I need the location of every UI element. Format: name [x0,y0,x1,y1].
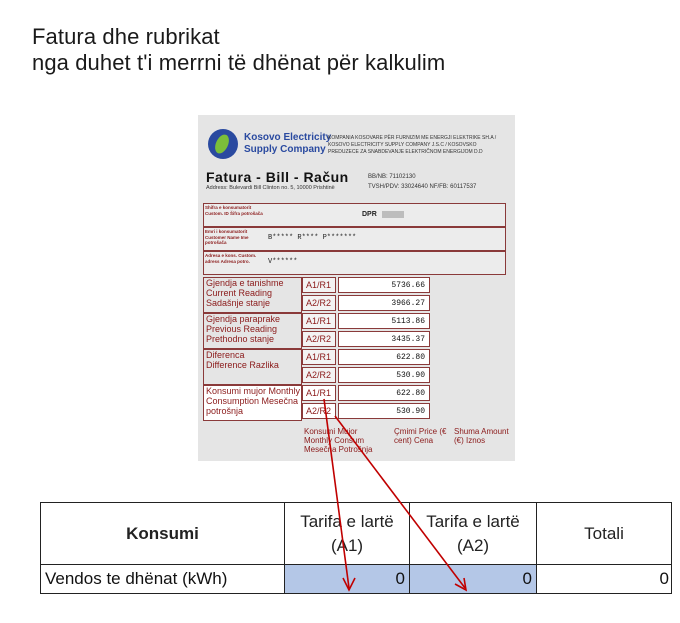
bill-bbnb: BB/NB: 71102130 [368,174,416,180]
customer-address-row: Adresa e kons. Custom. adress Adresa potro. V****** [203,251,506,275]
reading-value: 3435.37 [338,331,430,347]
reading-value: 622.80 [338,385,430,401]
reading-value: 622.80 [338,349,430,365]
reading-code: A1/R1 [302,277,336,293]
customer-id-row: Shifra e konsumatorit Custom. ID Šifra potrošača DPR [203,203,506,227]
reading-code: A2/R2 [302,331,336,347]
customer-name-row: Emri i konsumatorit Customer Name Ime potrošača B***** R**** P******* [203,227,506,251]
header-tarifa-a1: Tarifa e lartë (A1) [285,503,410,565]
reading-value: 5113.86 [338,313,430,329]
header-totali: Totali [537,503,672,565]
reading-group-label: Gjendja paraprake Previous Reading Prethodno stanje [206,314,281,344]
reading-group-label: Diferenca Difference Razlika [206,350,279,370]
total-cell: 0 [537,565,672,594]
reading-value: 3966.27 [338,295,430,311]
customer-address-value: V****** [268,258,298,266]
company-name: Kosovo Electricity Supply Company [244,132,332,155]
customer-id-value: DPR [362,211,377,218]
company-fine-print: KOMPANIA KOSOVARE PËR FURNIZIM ME ENERGJI ELEKTRIKE SH.A / KOSOVO ELECTRICITY SUPPLY COMPANY J.S.C / KOSOVSKO PREDUZECE ZA SNABDEVANJE ELEKTRIČNOM ENERGIJOM D.D [328,135,497,155]
heading-line-2: nga duhet t'i merrni të dhënat për kalkulim [32,50,446,75]
reading-group-label: Gjendja e tanishme Current Reading Sadašnje stanje [206,278,284,308]
arrow-a1-icon [324,399,349,588]
reading-code: A2/R2 [302,367,336,383]
arrow-a2-head-icon [455,578,466,590]
reading-code: A2/R2 [302,295,336,311]
bill-title: Fatura - Bill - Račun [206,169,349,185]
bill-address: Address: Bulevardi Bill Clinton no. 5, 10000 Prishtinë [206,185,335,191]
footer-price-col: Çmimi Price (€ cent) Cena [394,427,447,445]
footer-consumption-col: Konsumi Mujor Monthly Consum Mesečna Potrošnja [304,427,373,454]
reading-value: 5736.66 [338,277,430,293]
heading-line-1: Fatura dhe rubrikat [32,24,220,49]
a2-input-cell[interactable]: 0 [410,565,537,594]
reading-value: 530.90 [338,367,430,383]
reading-code: A2/R2 [302,403,336,419]
customer-name-value: B***** R**** P******* [268,234,357,242]
reading-code: A1/R1 [302,313,336,329]
row-label: Vendos te dhënat (kWh) [41,565,285,594]
arrow-a2-icon [335,416,465,588]
header-tarifa-a2: Tarifa e lartë (A2) [410,503,537,565]
header-konsumi: Konsumi [41,503,285,565]
reading-value: 530.90 [338,403,430,419]
bill-tvsh: TVSH/PDV: 33024640 NF/FB: 60117537 [368,184,477,190]
a1-input-cell[interactable]: 0 [285,565,410,594]
reading-group-label: Konsumi mujor Monthly Consumption Mesečna potrošnja [206,386,301,416]
footer-amount-col: Shuma Amount (€) Iznos [454,427,509,445]
reading-code: A1/R1 [302,349,336,365]
reading-code: A1/R1 [302,385,336,401]
